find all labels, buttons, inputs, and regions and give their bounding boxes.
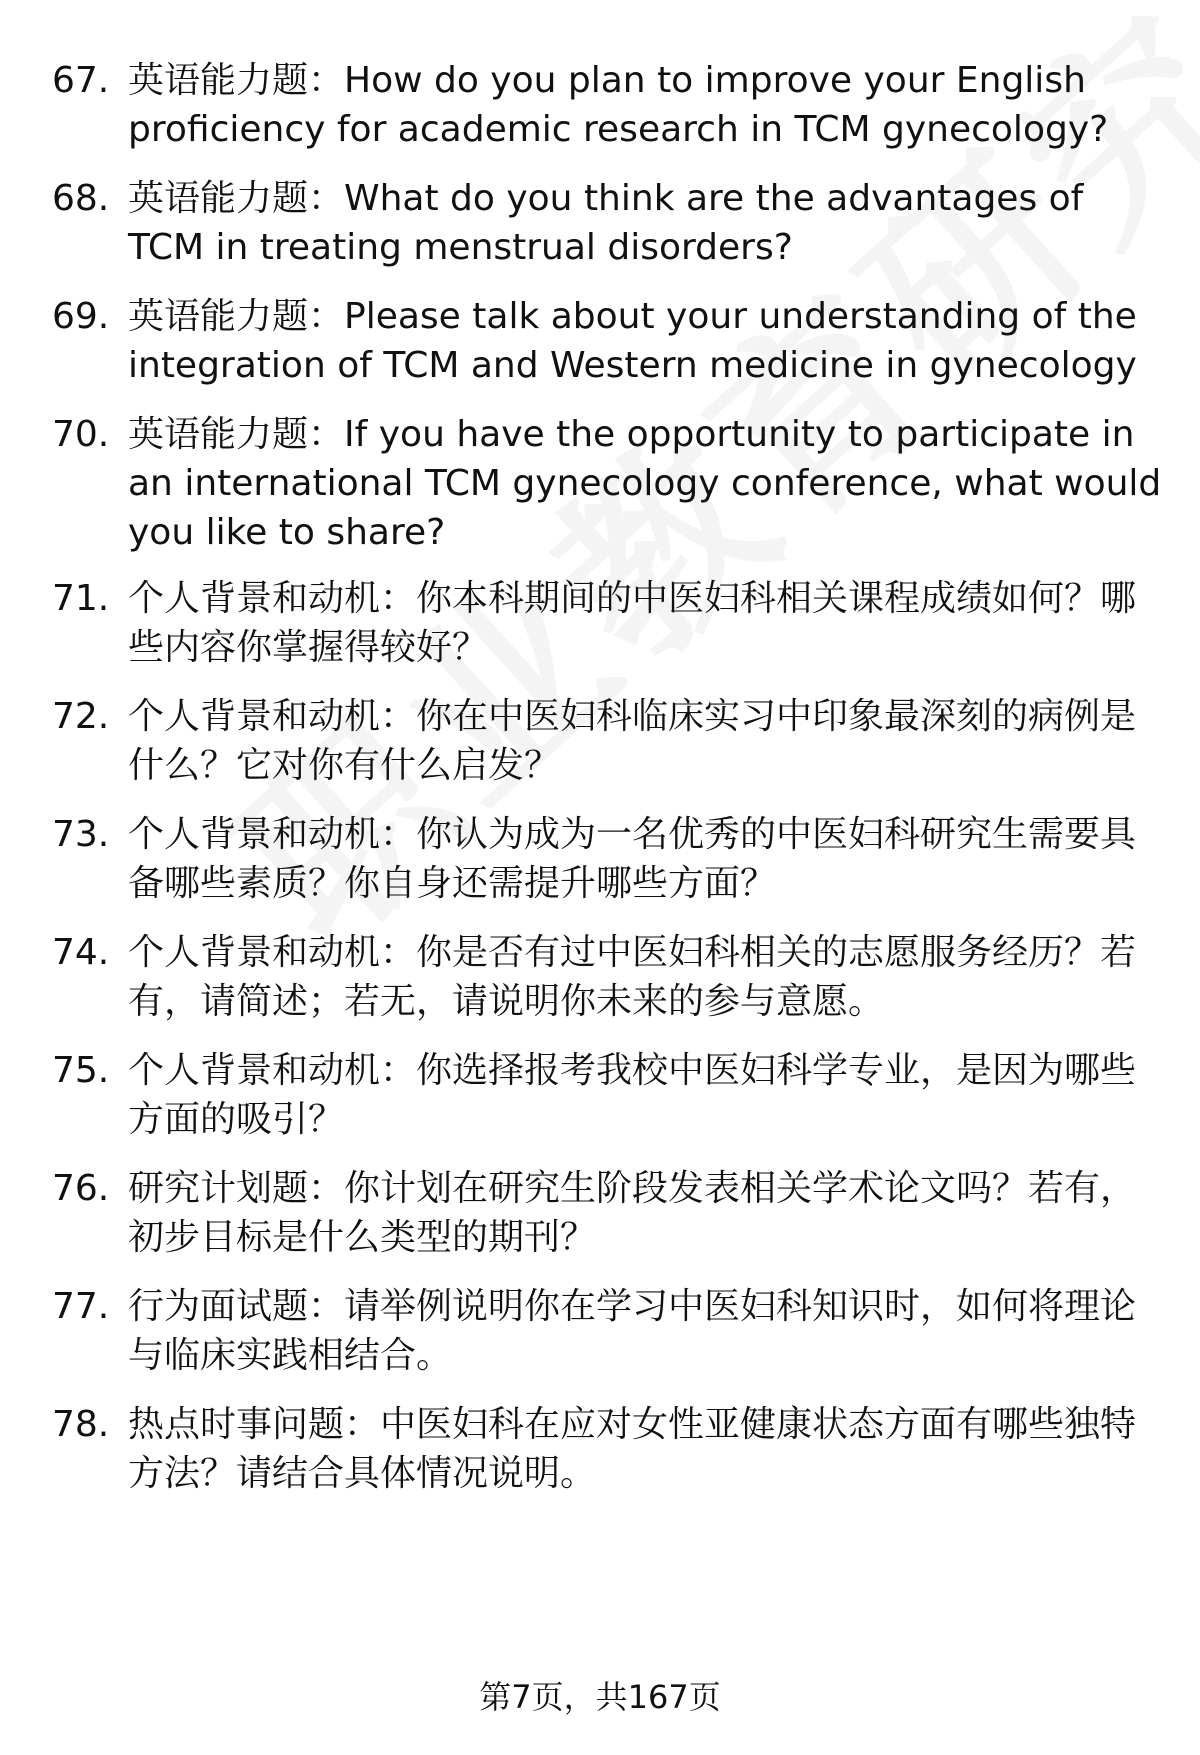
question-number: 78. [52,1404,110,1445]
question-item-73 [52,810,1162,908]
question-text: 英语能力题：If you have the opportunity to participate in an international TCM gynecology conference, what would you like to share? [128,414,1162,553]
question-number: 69. [52,296,110,337]
question-item-78 [52,1400,1162,1498]
question-item-72 [52,692,1162,790]
question-item-76 [52,1164,1162,1262]
question-text: 研究计划题：你计划在研究生阶段发表相关学术论文吗？若有，初步目标是什么类型的期刊？ [128,1168,1137,1258]
question-text: 英语能力题：Please talk about your understanding of the integration of TCM and Western medicine in gynecology [128,296,1137,386]
question-text: 个人背景和动机：你认为成为一名优秀的中医妇科研究生需要具备哪些素质？你自身还需提升哪些方面？ [128,814,1137,904]
question-text: 个人背景和动机：你选择报考我校中医妇科学专业，是因为哪些方面的吸引？ [128,1050,1137,1140]
question-text: 个人背景和动机：你本科期间的中医妇科相关课程成绩如何？哪些内容你掌握得较好？ [128,578,1137,668]
question-number: 76. [52,1168,110,1209]
question-text: 英语能力题：What do you think are the advantages of TCM in treating menstrual disorders? [128,178,1084,268]
question-number: 70. [52,414,110,455]
question-number: 77. [52,1286,110,1327]
question-text: 热点时事问题：中医妇科在应对女性亚健康状态方面有哪些独特方法？请结合具体情况说明。 [128,1404,1137,1494]
question-number: 72. [52,696,110,737]
question-item-75 [52,1046,1162,1144]
question-item-70 [52,410,1162,557]
question-item-71 [52,574,1162,672]
question-text: 行为面试题：请举例说明你在学习中医妇科知识时，如何将理论与临床实践相结合。 [128,1286,1137,1376]
question-number: 68. [52,178,110,219]
question-item-77 [52,1282,1162,1380]
question-number: 73. [52,814,110,855]
page-indicator: 第7页，共167页 [479,1678,721,1716]
question-number: 71. [52,578,110,619]
question-item-74 [52,928,1162,1026]
question-item-67 [52,56,1162,154]
question-item-68 [52,174,1162,272]
question-number: 67. [52,60,110,101]
question-item-69 [52,292,1162,390]
question-text: 个人背景和动机：你在中医妇科临床实习中印象最深刻的病例是什么？它对你有什么启发？ [128,696,1137,786]
question-number: 74. [52,932,110,973]
question-text: 英语能力题：How do you plan to improve your English proficiency for academic research in TCM gynecology? [128,60,1109,150]
question-text: 个人背景和动机：你是否有过中医妇科相关的志愿服务经历？若有，请简述；若无，请说明你未来的参与意愿。 [128,932,1137,1022]
question-number: 75. [52,1050,110,1091]
